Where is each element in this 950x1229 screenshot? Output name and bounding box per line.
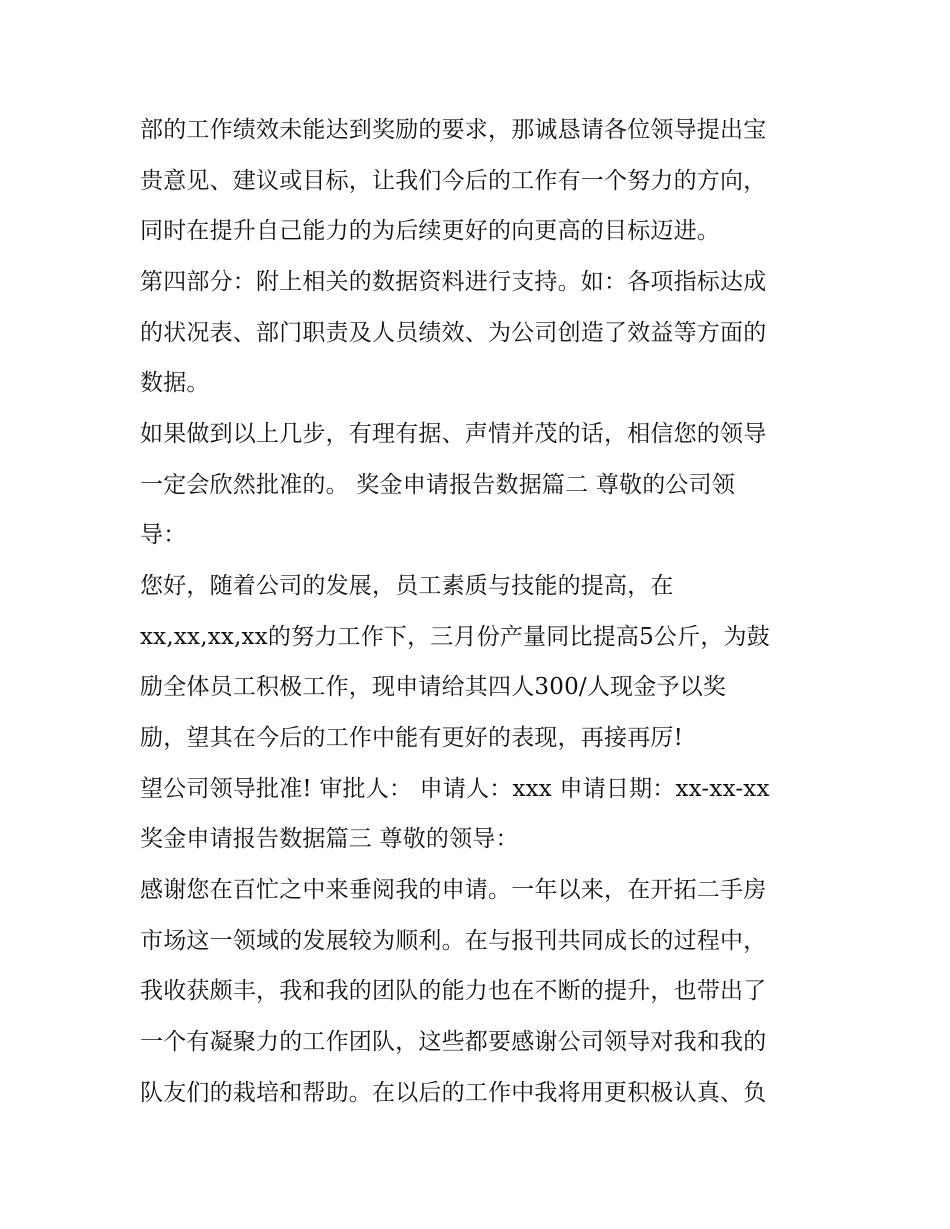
text-line: 部的工作绩效未能达到奖励的要求，那诚恳请各位领导提出宝 <box>140 117 767 143</box>
text-line: 数据。 <box>140 370 210 396</box>
text-line: 励，望其在今后的工作中能有更好的表现，再接再厉! <box>140 725 684 751</box>
text-line: xx,xx,xx,xx的努力工作下，三月份产量同比提高5公斤，为鼓 <box>140 624 770 650</box>
text-line: 贵意见、建议或目标，让我们今后的工作有一个努力的方向， <box>140 168 767 194</box>
text-line: 的状况表、部门职责及人员绩效、为公司创造了效益等方面的 <box>140 320 767 346</box>
text-line: 同时在提升自己能力的为后续更好的向更高的目标迈进。 <box>140 218 720 244</box>
text-line: 励全体员工积极工作，现申请给其四人300/人现金予以奖 <box>140 674 727 700</box>
text-line: 如果做到以上几步，有理有据、声情并茂的话，相信您的领导 <box>140 421 767 447</box>
text-line: 导： <box>140 522 187 548</box>
text-line: 奖金申请报告数据篇三 尊敬的领导： <box>140 826 519 852</box>
text-line: 第四部分：附上相关的数据资料进行支持。如：各项指标达成 <box>140 269 767 295</box>
text-line: 我收获颇丰，我和我的团队的能力也在不断的提升，也带出了 <box>140 978 767 1004</box>
text-line: 一个有凝聚力的工作团队，这些都要感谢公司领导对我和我的 <box>140 1029 767 1055</box>
text-line: 市场这一领域的发展较为顺利。在与报刊共同成长的过程中， <box>140 928 767 954</box>
text-line: 感谢您在百忙之中来垂阅我的申请。一年以来，在开拓二手房 <box>140 877 767 903</box>
text-line: 您好，随着公司的发展，员工素质与技能的提高，在 <box>140 573 674 599</box>
text-line: 一定会欣然批准的。 奖金申请报告数据篇二 尊敬的公司领 <box>140 472 736 498</box>
text-line: 队友们的栽培和帮助。在以后的工作中我将用更积极认真、负 <box>140 1080 767 1106</box>
text-line: 望公司领导批准! 审批人： 申请人：xxx 申请日期：xx-xx-xx <box>140 776 770 802</box>
